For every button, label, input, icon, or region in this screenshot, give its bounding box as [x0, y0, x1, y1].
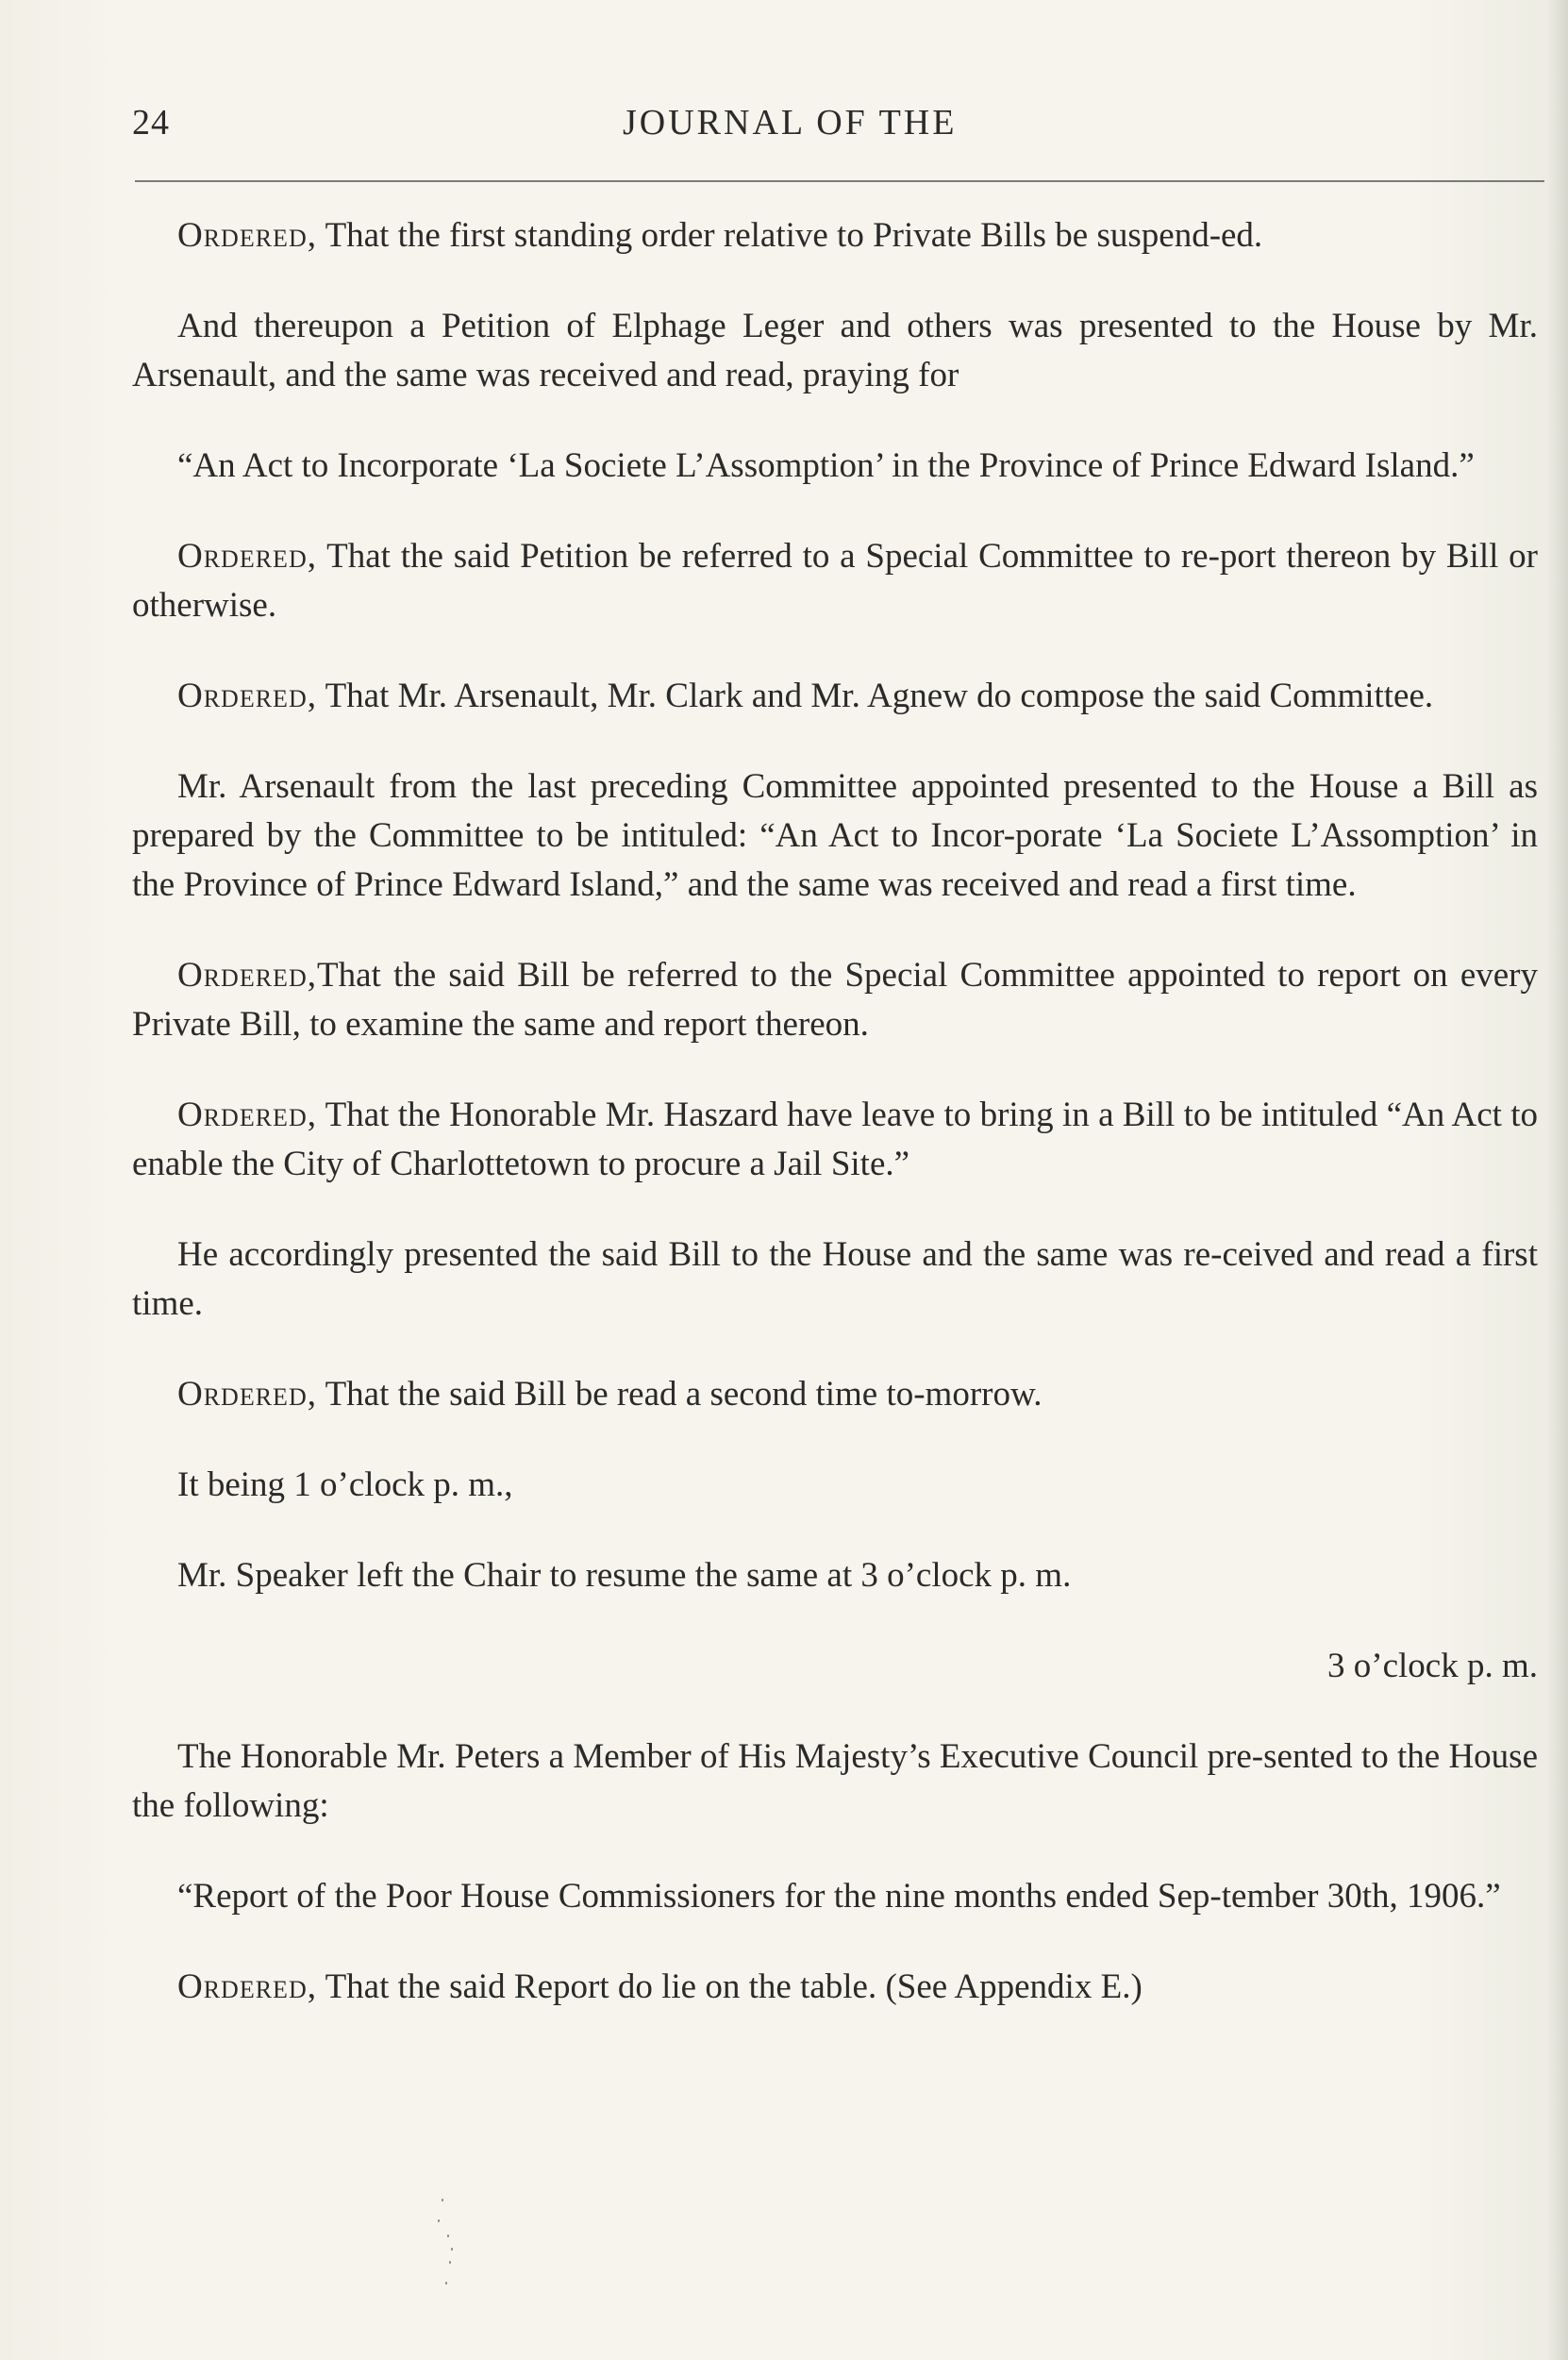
paragraph-text: He accordingly presented the said Bill to the House and the same was re-ceived and read a first time. [132, 1235, 1538, 1323]
ordered-lead: Ordered, [177, 1967, 317, 2006]
paragraph-order-second-reading [132, 1370, 1538, 1419]
ordered-lead: Ordered, [177, 1096, 317, 1134]
ordered-lead: Ordered, [177, 956, 317, 995]
ordered-lead: Ordered, [177, 1375, 317, 1414]
paragraph-order-jail-site [132, 1091, 1538, 1189]
paragraph-three-oclock [132, 1642, 1538, 1691]
paragraph-text: Mr. Speaker left the Chair to resume the same at 3 o’clock p. m. [177, 1556, 1072, 1595]
paragraph-petition [132, 302, 1538, 400]
paragraph-text: “Report of the Poor House Commissioners for the nine months ended Sep-tember 30th, 1906.” [177, 1877, 1501, 1916]
paper-specks [434, 2199, 462, 2302]
running-head: JOURNAL OF THE [623, 103, 958, 142]
paragraph-poor-house-report [132, 1872, 1538, 1921]
paragraph-text: Mr. Arsenault from the last preceding Committee appointed presented to the House a Bill as prepared by the Committee to be intituled: “An Act to Incor-porate ‘La Societe L’Assomption’ in the Province of Prince Edward Island,” and the same was received and read a first time. [132, 767, 1538, 904]
paragraph-text: The Honorable Mr. Peters a Member of His Majesty’s Executive Council pre-sented to the House the following: [132, 1737, 1538, 1825]
ordered-lead: Ordered, [177, 677, 317, 715]
paragraph-text: That the said Petition be referred to a Special Committee to re-port thereon by Bill or otherwise. [132, 537, 1538, 625]
ordered-lead: Ordered, [177, 216, 317, 255]
paragraph-text: That the said Bill be referred to the Special Committee appointed to report on every Private Bill, to examine the same and report thereon. [132, 956, 1538, 1044]
paragraph-order-lie-on-table [132, 1963, 1538, 2012]
paragraph-text: That the said Report do lie on the table. (See Appendix E.) [316, 1967, 1143, 2006]
paragraph-bill-received [132, 1230, 1538, 1329]
paragraph-text: That the first standing order relative to Private Bills be suspend-ed. [316, 216, 1263, 255]
journal-body [132, 211, 1538, 2012]
paragraph-text: That the Honorable Mr. Haszard have leave to bring in a Bill to be intituled “An Act to enable the City of Charlottetown to procure a Jail Site.” [132, 1096, 1538, 1183]
paragraph-text: It being 1 o’clock p. m., [177, 1465, 513, 1504]
paragraph-order-suspend [132, 211, 1538, 260]
page-edge-shadow [1547, 0, 1568, 2360]
paragraph-text: 3 o’clock p. m. [1327, 1647, 1538, 1685]
page-number: 24 [132, 103, 170, 142]
paragraph-text: “An Act to Incorporate ‘La Societe L’Assomption’ in the Province of Prince Edward Island.” [177, 446, 1475, 485]
paragraph-bill-presented [132, 762, 1538, 910]
paragraph-text: And thereupon a Petition of Elphage Leger and others was presented to the House by Mr. Arsenault, and the same was received and read, praying for [132, 307, 1538, 394]
ordered-lead: Ordered, [177, 537, 317, 576]
page-header [132, 102, 1549, 149]
header-rule [135, 180, 1544, 182]
paragraph-order-committee [132, 672, 1538, 721]
paragraph-text: That Mr. Arsenault, Mr. Clark and Mr. Agnew do compose the said Committee. [316, 677, 1434, 715]
paragraph-order-refer-petition [132, 532, 1538, 630]
paragraph-act-title [132, 442, 1538, 491]
paragraph-speaker-left [132, 1551, 1538, 1600]
paragraph-one-oclock [132, 1461, 1538, 1510]
paragraph-peters-presented [132, 1732, 1538, 1831]
paragraph-text: That the said Bill be read a second time to-morrow. [316, 1375, 1043, 1414]
paragraph-order-refer-bill [132, 951, 1538, 1049]
